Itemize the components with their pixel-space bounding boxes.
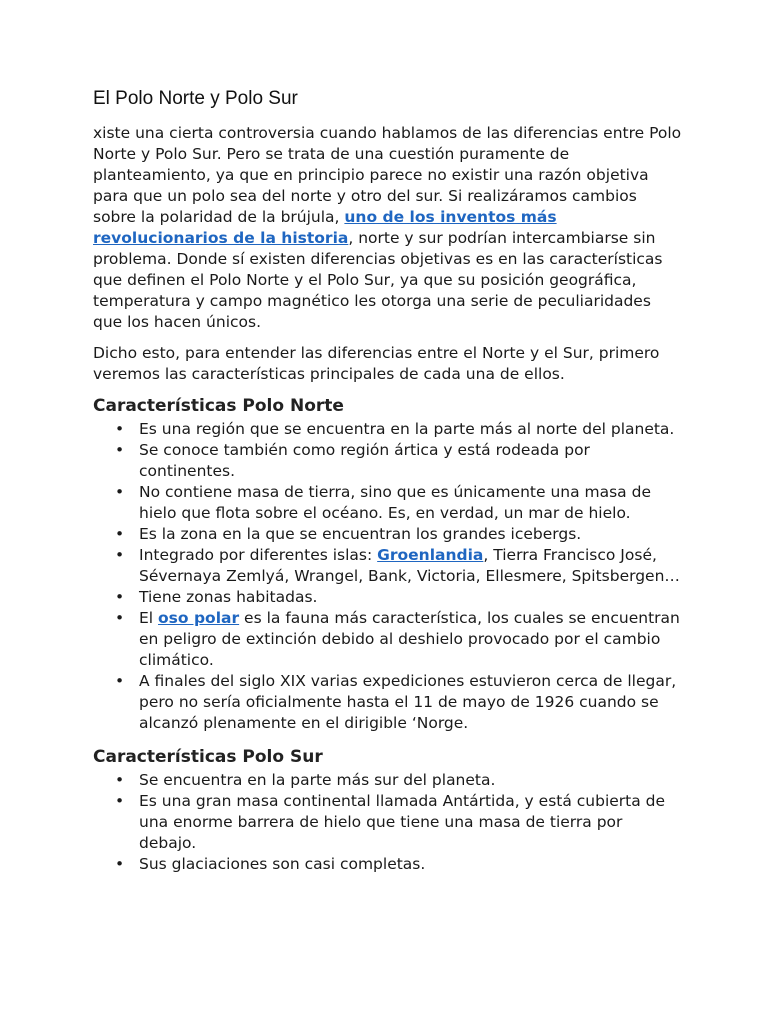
- bullet-icon: •: [115, 419, 125, 438]
- list-item-text: Es la zona en la que se encuentran los grandes icebergs.: [139, 524, 582, 543]
- list-item-text: Es una gran masa continental llamada Antártida, y está cubierta de una enorme barrera de hielo que tiene una masa de tierra por debajo.: [139, 791, 666, 852]
- list-item-text: El: [139, 608, 159, 627]
- bullet-icon: •: [115, 545, 125, 564]
- bullet-icon: •: [115, 587, 125, 606]
- list-item: [93, 440, 683, 482]
- document-page: [93, 86, 683, 887]
- list-item-text: A finales del siglo XIX varias expediciones estuvieron cerca de llegar, pero no sería oficialmente hasta el 11 de mayo de 1926 cuando se alcanzó plenamente en el dirigible ‘Norge.: [139, 671, 677, 732]
- bullet-icon: •: [115, 524, 125, 543]
- list-item-text: No contiene masa de tierra, sino que es únicamente una masa de hielo que flota sobre el océano. Es, en verdad, un mar de hielo.: [139, 482, 651, 522]
- list-item-text: Tiene zonas habitadas.: [139, 587, 318, 606]
- document-title: El Polo Norte y Polo Sur: [93, 88, 298, 109]
- polar-bear-link[interactable]: oso polar: [158, 608, 240, 627]
- list-item-text: Sus glaciaciones son casi completas.: [139, 854, 426, 873]
- list-item: [93, 791, 683, 854]
- list-item: [93, 587, 683, 608]
- list-item: [93, 545, 683, 587]
- list-item-text: es la fauna más característica, los cuales se encuentran en peligro de extinción debido al deshielo provocado por el cambio climático.: [139, 608, 680, 669]
- list-item: [93, 770, 683, 791]
- bullet-icon: •: [115, 482, 125, 501]
- list-item-text: Es una región que se encuentra en la parte más al norte del planeta.: [139, 419, 675, 438]
- list-item-text: , Tierra Francisco José, Sévernaya Zemlyá, Wrangel, Bank, Victoria, Ellesmere, Spitsbergen…: [139, 545, 680, 585]
- list-item-text: Integrado por diferentes islas:: [139, 545, 378, 564]
- south-heading: Características Polo Sur: [93, 746, 323, 767]
- second-paragraph: Dicho esto, para entender las diferencias entre el Norte y el Sur, primero veremos las características principales de cada una de ellos.: [93, 343, 660, 383]
- south-list: [93, 770, 683, 875]
- bullet-icon: •: [115, 608, 125, 627]
- list-item: [93, 671, 683, 734]
- north-list: [93, 419, 683, 734]
- list-item: [93, 419, 683, 440]
- list-item: [93, 608, 683, 671]
- inventions-link[interactable]: uno de los inventos más revolucionarios de la historia: [93, 207, 557, 247]
- list-item-text: Se encuentra en la parte más sur del planeta.: [139, 770, 496, 789]
- list-item-text: Se conoce también como región ártica y está rodeada por continentes.: [139, 440, 590, 480]
- bullet-icon: •: [115, 854, 125, 873]
- bullet-icon: •: [115, 770, 125, 789]
- bullet-icon: •: [115, 791, 125, 810]
- intro-paragraph: [93, 123, 683, 333]
- list-item: [93, 854, 683, 875]
- list-item: [93, 524, 683, 545]
- intro-text-2: , norte y sur podrían intercambiarse sin problema. Donde sí existen diferencias objetivas es en las características que definen el Polo Norte y el Polo Sur, ya que su posición geográfica, temperatura y campo magnético les otorga una serie de peculiaridades que los hacen únicos.: [93, 228, 663, 331]
- north-heading: Características Polo Norte: [93, 395, 344, 416]
- list-item: [93, 482, 683, 524]
- bullet-icon: •: [115, 440, 125, 459]
- bullet-icon: •: [115, 671, 125, 690]
- intro-text-1: xiste una cierta controversia cuando hablamos de las diferencias entre Polo Norte y Polo Sur. Pero se trata de una cuestión puramente de planteamiento, ya que en principio parece no existir una razón objetiva para que un polo sea del norte y otro del sur. Si realizáramos cambios sobre la polaridad de la brújula,: [93, 123, 682, 226]
- greenland-link[interactable]: Groenlandia: [377, 545, 484, 564]
